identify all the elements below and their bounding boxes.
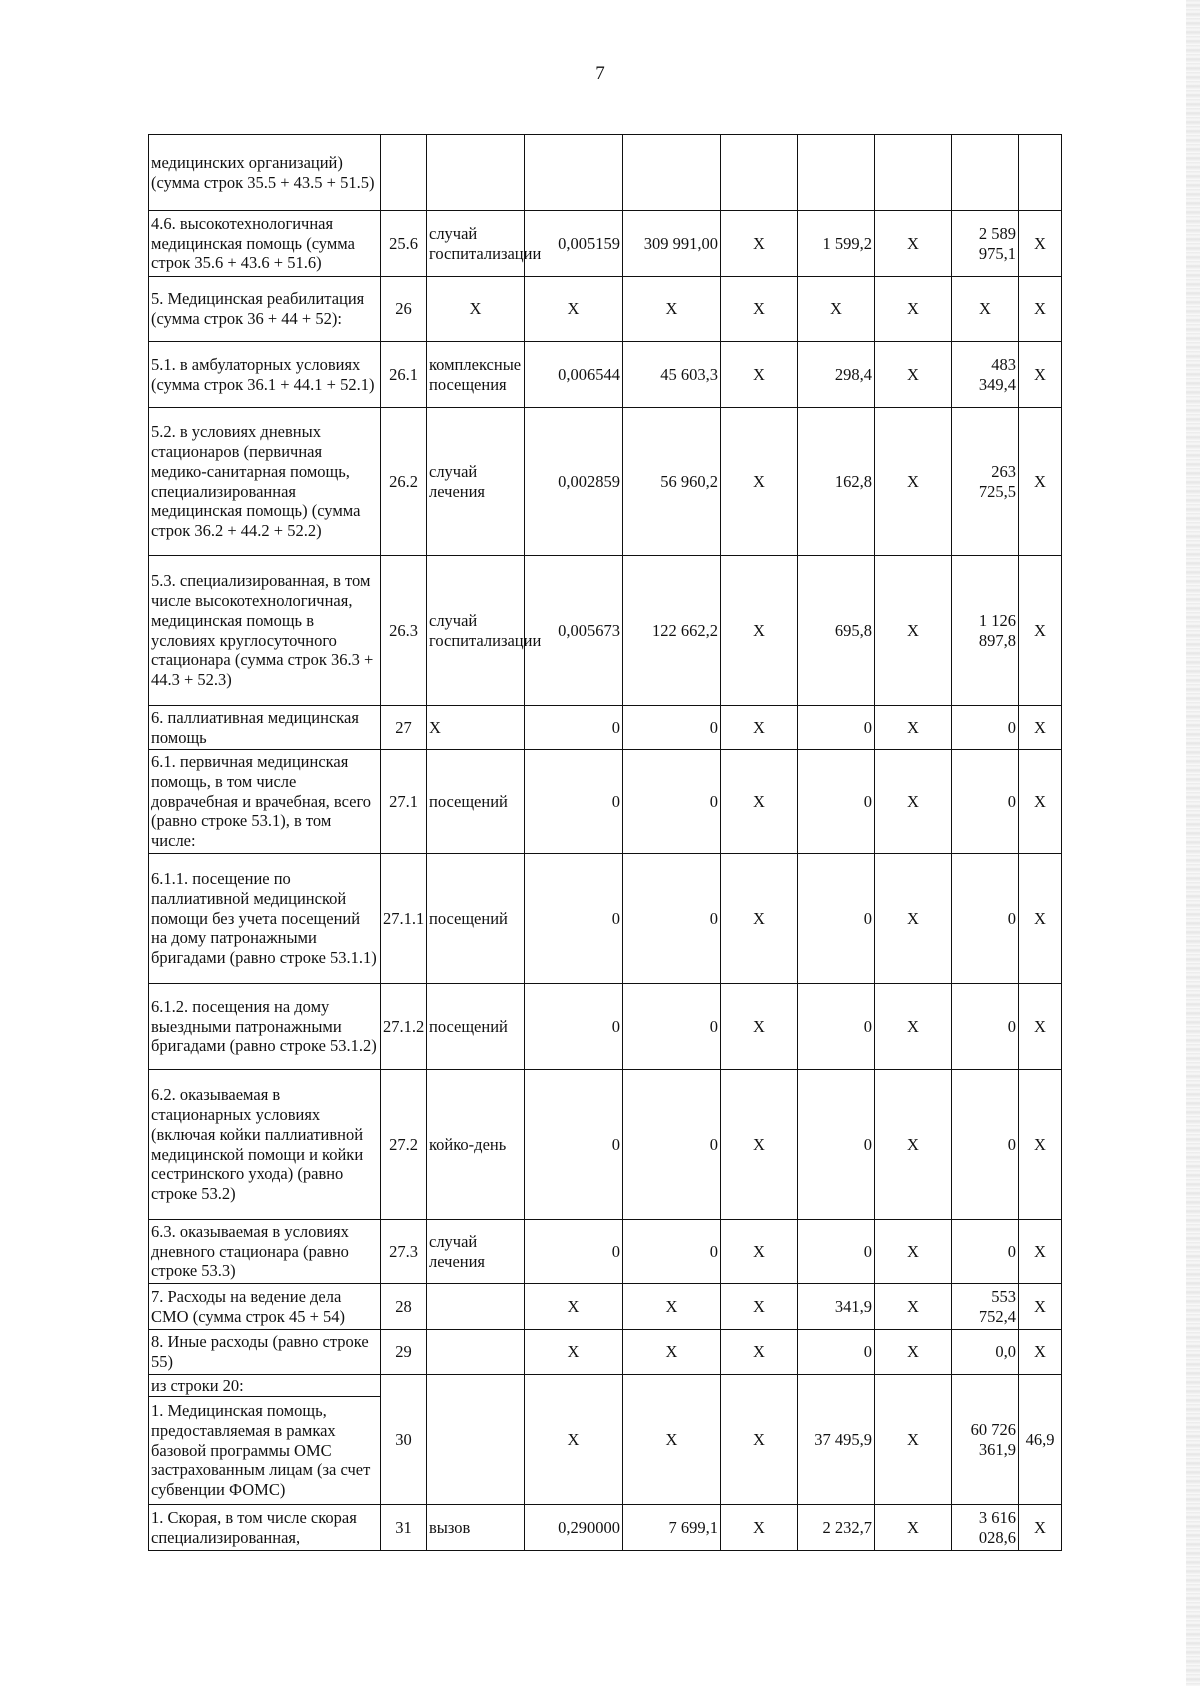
row-value-5: 0 <box>623 706 721 750</box>
row-value-5: X <box>623 1284 721 1330</box>
row-value-8: X <box>875 342 952 408</box>
page-number: 7 <box>595 63 605 84</box>
table-row <box>149 135 1062 211</box>
table-row <box>149 211 1062 277</box>
row-value-6: X <box>721 277 798 342</box>
row-value-6: X <box>721 342 798 408</box>
row-value-4 <box>525 135 623 211</box>
row-value-9: 0 <box>952 750 1019 854</box>
row-code: 26.2 <box>381 408 427 556</box>
row-value-9: 1 126 897,8 <box>952 556 1019 706</box>
table-row <box>149 1284 1062 1330</box>
row-unit: случай лечения <box>427 1220 525 1284</box>
row-value-7: 0 <box>798 1330 875 1375</box>
table-row <box>149 854 1062 984</box>
row-unit <box>427 1330 525 1375</box>
row-value-4: 0 <box>525 984 623 1070</box>
row-value-7: 0 <box>798 1070 875 1220</box>
row-value-7: 0 <box>798 750 875 854</box>
row-value-4: X <box>525 1330 623 1375</box>
row-value-4: 0,290000 <box>525 1505 623 1551</box>
row-value-6 <box>721 135 798 211</box>
row-unit: койко-день <box>427 1070 525 1220</box>
row-code: 26.3 <box>381 556 427 706</box>
row-name: 6.1.2. посещения на дому выездными патронажными бригадами (равно строке 53.1.2) <box>149 984 381 1070</box>
row-value-10: X <box>1019 1505 1062 1551</box>
row-unit: комплексные посещения <box>427 342 525 408</box>
row-unit: вызов <box>427 1505 525 1551</box>
row-name: 5. Медицинская реабилитация (сумма строк 36 + 44 + 52): <box>149 277 381 342</box>
row-unit <box>427 1375 525 1505</box>
row-unit: X <box>427 706 525 750</box>
table-row <box>149 1375 1062 1397</box>
row-value-6: X <box>721 556 798 706</box>
table-row <box>149 1330 1062 1375</box>
row-value-10: X <box>1019 211 1062 277</box>
table-row <box>149 342 1062 408</box>
row-value-7: 2 232,7 <box>798 1505 875 1551</box>
row-value-10: X <box>1019 1070 1062 1220</box>
row-code: 25.6 <box>381 211 427 277</box>
row-value-8: X <box>875 706 952 750</box>
row-value-6: X <box>721 211 798 277</box>
row-value-10: X <box>1019 1330 1062 1375</box>
row-value-4: 0,005673 <box>525 556 623 706</box>
row-value-4: 0 <box>525 854 623 984</box>
row-value-10: X <box>1019 706 1062 750</box>
row-value-8: X <box>875 1220 952 1284</box>
row-value-4: X <box>525 1375 623 1505</box>
row-value-6: X <box>721 1375 798 1505</box>
row-value-7: X <box>798 277 875 342</box>
row-value-5 <box>623 135 721 211</box>
table-row <box>149 556 1062 706</box>
scan-edge <box>1186 0 1200 1686</box>
row-value-8: X <box>875 984 952 1070</box>
row-value-8: X <box>875 556 952 706</box>
row-value-4: 0,006544 <box>525 342 623 408</box>
row-value-8: X <box>875 1070 952 1220</box>
row-value-9: 0 <box>952 1070 1019 1220</box>
row-value-10: X <box>1019 984 1062 1070</box>
row-value-6: X <box>721 706 798 750</box>
row-value-9: 0 <box>952 706 1019 750</box>
row-name: из строки 20: <box>149 1375 381 1397</box>
row-value-8: X <box>875 750 952 854</box>
row-value-5: 0 <box>623 854 721 984</box>
table-row <box>149 1220 1062 1284</box>
row-value-7: 341,9 <box>798 1284 875 1330</box>
row-value-8 <box>875 135 952 211</box>
row-value-8: X <box>875 408 952 556</box>
row-value-8: X <box>875 1330 952 1375</box>
row-value-5: 122 662,2 <box>623 556 721 706</box>
row-value-10: X <box>1019 556 1062 706</box>
row-value-10: X <box>1019 854 1062 984</box>
row-code: 28 <box>381 1284 427 1330</box>
row-value-9: 263 725,5 <box>952 408 1019 556</box>
row-value-4: 0 <box>525 1220 623 1284</box>
row-value-9: 0 <box>952 1220 1019 1284</box>
row-unit: случай лечения <box>427 408 525 556</box>
row-value-6: X <box>721 1505 798 1551</box>
row-code: 31 <box>381 1505 427 1551</box>
row-value-5: 0 <box>623 984 721 1070</box>
row-value-5: 309 991,00 <box>623 211 721 277</box>
row-unit <box>427 135 525 211</box>
row-value-6: X <box>721 984 798 1070</box>
row-value-7: 695,8 <box>798 556 875 706</box>
table-row <box>149 1070 1062 1220</box>
row-name: медицинских организаций) (сумма строк 35.5 + 43.5 + 51.5) <box>149 135 381 211</box>
row-value-7: 0 <box>798 706 875 750</box>
row-value-6: X <box>721 854 798 984</box>
row-value-5: X <box>623 277 721 342</box>
row-code: 30 <box>381 1375 427 1505</box>
row-code: 27.1.2 <box>381 984 427 1070</box>
row-value-10 <box>1019 135 1062 211</box>
row-value-7 <box>798 135 875 211</box>
table-row <box>149 408 1062 556</box>
row-value-5: 56 960,2 <box>623 408 721 556</box>
row-value-10: X <box>1019 1220 1062 1284</box>
row-code: 27.3 <box>381 1220 427 1284</box>
row-value-9: 0,0 <box>952 1330 1019 1375</box>
row-value-6: X <box>721 1284 798 1330</box>
row-value-7: 1 599,2 <box>798 211 875 277</box>
row-name: 8. Иные расходы (равно строке 55) <box>149 1330 381 1375</box>
row-value-6: X <box>721 1070 798 1220</box>
row-value-8: X <box>875 211 952 277</box>
row-value-6: X <box>721 1220 798 1284</box>
table-row <box>149 706 1062 750</box>
row-value-7: 0 <box>798 854 875 984</box>
row-value-7: 162,8 <box>798 408 875 556</box>
row-value-9: 2 589 975,1 <box>952 211 1019 277</box>
row-value-7: 37 495,9 <box>798 1375 875 1505</box>
row-value-4: X <box>525 1284 623 1330</box>
row-unit: случай госпитализации <box>427 556 525 706</box>
row-name: 5.2. в условиях дневных стационаров (первичная медико-санитарная помощь, специализированная медицинская помощь) (сумма строк 36.2 + 44.2 + 52.2) <box>149 408 381 556</box>
row-value-5: 45 603,3 <box>623 342 721 408</box>
row-value-10: X <box>1019 408 1062 556</box>
row-value-9: 553 752,4 <box>952 1284 1019 1330</box>
row-name: 6.1.1. посещение по паллиативной медицинской помощи без учета посещений на дому патронажными бригадами (равно строке 53.1.1) <box>149 854 381 984</box>
table-row <box>149 277 1062 342</box>
row-name: 1. Скорая, в том числе скорая специализированная, <box>149 1505 381 1551</box>
row-value-10: X <box>1019 1284 1062 1330</box>
row-code: 27.2 <box>381 1070 427 1220</box>
row-value-7: 298,4 <box>798 342 875 408</box>
row-value-9: X <box>952 277 1019 342</box>
row-unit: случай госпитализации <box>427 211 525 277</box>
row-value-5: 0 <box>623 1220 721 1284</box>
row-value-10: 46,9 <box>1019 1375 1062 1505</box>
row-value-10: X <box>1019 342 1062 408</box>
row-value-5: 7 699,1 <box>623 1505 721 1551</box>
row-value-6: X <box>721 1330 798 1375</box>
row-value-9: 3 616 028,6 <box>952 1505 1019 1551</box>
row-value-9: 0 <box>952 854 1019 984</box>
row-value-4: 0,002859 <box>525 408 623 556</box>
row-value-9: 483 349,4 <box>952 342 1019 408</box>
row-value-10: X <box>1019 750 1062 854</box>
row-value-5: 0 <box>623 1070 721 1220</box>
row-name: 6.3. оказываемая в условиях дневного стационара (равно строке 53.3) <box>149 1220 381 1284</box>
row-value-5: X <box>623 1375 721 1505</box>
row-value-9: 60 726 361,9 <box>952 1375 1019 1505</box>
row-value-10: X <box>1019 277 1062 342</box>
row-value-4: 0 <box>525 1070 623 1220</box>
row-name: 6.2. оказываемая в стационарных условиях (включая койки паллиативной медицинской помощи и койки сестринского ухода) (равно строке 53.2) <box>149 1070 381 1220</box>
row-value-8: X <box>875 1284 952 1330</box>
row-value-4: X <box>525 277 623 342</box>
row-value-8: X <box>875 854 952 984</box>
row-value-8: X <box>875 277 952 342</box>
row-code: 27.1.1 <box>381 854 427 984</box>
row-value-5: 0 <box>623 750 721 854</box>
row-code: 27.1 <box>381 750 427 854</box>
row-value-5: X <box>623 1330 721 1375</box>
row-value-4: 0,005159 <box>525 211 623 277</box>
table-row <box>149 1505 1062 1551</box>
row-unit: посещений <box>427 854 525 984</box>
row-name: 4.6. высокотехнологичная медицинская помощь (сумма строк 35.6 + 43.6 + 51.6) <box>149 211 381 277</box>
row-value-9: 0 <box>952 984 1019 1070</box>
row-value-6: X <box>721 750 798 854</box>
row-value-4: 0 <box>525 706 623 750</box>
row-unit: X <box>427 277 525 342</box>
table-row <box>149 984 1062 1070</box>
row-name: 6. паллиативная медицинская помощь <box>149 706 381 750</box>
row-value-8: X <box>875 1505 952 1551</box>
row-value-7: 0 <box>798 1220 875 1284</box>
row-name: 7. Расходы на ведение дела СМО (сумма строк 45 + 54) <box>149 1284 381 1330</box>
row-code: 26 <box>381 277 427 342</box>
row-code: 26.1 <box>381 342 427 408</box>
row-value-9 <box>952 135 1019 211</box>
row-name: 5.3. специализированная, в том числе высокотехнологичная, медицинская помощь в условиях круглосуточного стационара (сумма строк 36.3 + 44.3 + 52.3) <box>149 556 381 706</box>
table-row <box>149 750 1062 854</box>
row-value-4: 0 <box>525 750 623 854</box>
row-name: 6.1. первичная медицинская помощь, в том числе доврачебная и врачебная, всего (равно строке 53.1), в том числе: <box>149 750 381 854</box>
row-code: 29 <box>381 1330 427 1375</box>
row-code <box>381 135 427 211</box>
row-code: 27 <box>381 706 427 750</box>
row-value-7: 0 <box>798 984 875 1070</box>
row-unit <box>427 1284 525 1330</box>
row-value-8: X <box>875 1375 952 1505</box>
row-unit: посещений <box>427 750 525 854</box>
row-name: 1. Медицинская помощь, предоставляемая в рамках базовой программы ОМС застрахованным лицам (за счет субвенции ФОМС) <box>149 1397 381 1505</box>
row-name: 5.1. в амбулаторных условиях (сумма строк 36.1 + 44.1 + 52.1) <box>149 342 381 408</box>
data-table <box>148 134 1062 1551</box>
row-unit: посещений <box>427 984 525 1070</box>
row-value-6: X <box>721 408 798 556</box>
